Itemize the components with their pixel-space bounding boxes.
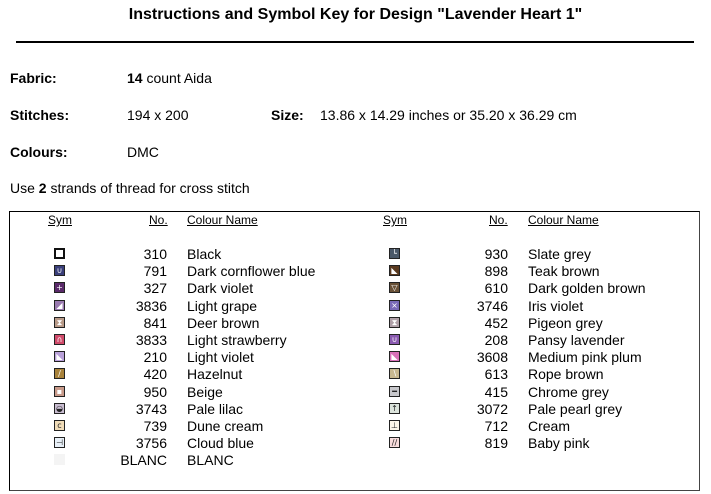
symbol-glyph: ⧗	[391, 317, 398, 327]
symbol-glyph: ◢	[56, 300, 63, 310]
key-row	[0, 315, 711, 332]
dmc-number: 950	[143, 383, 167, 400]
colour-name: Deer brown	[187, 314, 260, 331]
dmc-number: 3072	[476, 400, 508, 417]
colour-name: Pigeon grey	[528, 314, 603, 331]
colour-name: Pansy lavender	[528, 332, 625, 348]
v-down-icon	[389, 282, 400, 293]
colour-name: Beige	[187, 383, 223, 400]
colour-name: Hazelnut	[187, 366, 243, 383]
symbol-glyph: ⊣	[56, 438, 63, 448]
header-sym-left: Sym	[48, 213, 72, 227]
strands-count: 2	[38, 180, 47, 196]
dmc-number: 3756	[135, 435, 167, 452]
colour-name: Medium pink plum	[528, 349, 642, 366]
colour-name: Slate grey	[528, 246, 592, 262]
key-row	[0, 418, 711, 435]
colour-name: Black	[187, 246, 222, 262]
colour-name: Light violet	[187, 349, 254, 366]
dmc-number: 210	[143, 349, 167, 366]
dmc-number: 610	[484, 280, 508, 297]
t-up-icon	[389, 420, 400, 431]
colour-name: Dune cream	[187, 418, 264, 434]
symbol-glyph: c	[57, 421, 62, 430]
symbol-glyph: +	[56, 283, 63, 293]
key-row	[0, 246, 711, 263]
symbol-glyph: ∖	[391, 369, 398, 379]
dmc-number: BLANC	[120, 452, 167, 469]
key-row	[0, 280, 711, 297]
dmc-number: 712	[484, 418, 508, 434]
key-row	[0, 298, 711, 315]
dmc-number: 819	[484, 435, 508, 452]
key-row	[0, 401, 711, 418]
u-shape-icon	[389, 334, 400, 345]
dmc-number: 310	[143, 246, 167, 262]
symbol-glyph: └	[392, 249, 397, 258]
symbol-glyph: ◣	[56, 352, 63, 362]
stitches-label: Stitches:	[10, 107, 70, 123]
colours-value: DMC	[127, 144, 159, 160]
key-row	[0, 435, 711, 452]
hourglass-icon	[389, 317, 400, 328]
blank-icon	[54, 454, 65, 465]
symbol-glyph: ⊥	[391, 421, 398, 430]
colour-name: Baby pink	[528, 435, 590, 452]
symbol-glyph: ∪	[391, 335, 398, 344]
x-cross-icon	[389, 300, 400, 311]
dmc-number: 452	[484, 314, 508, 331]
colour-name: Light grape	[187, 297, 258, 314]
dmc-number: 420	[143, 366, 167, 383]
dmc-number: 327	[143, 280, 167, 297]
dmc-number: 791	[143, 263, 167, 280]
dmc-number: 739	[143, 418, 167, 434]
fabric-value	[127, 70, 212, 86]
fabric-label: Fabric:	[10, 70, 57, 86]
colour-name: Pale pearl grey	[528, 400, 623, 417]
colour-name: Chrome grey	[528, 383, 609, 400]
dmc-number: 613	[484, 366, 508, 383]
size-value: 13.86 x 14.29 inches or 35.20 x 36.29 cm	[320, 107, 577, 123]
symbol-glyph: ◒	[56, 403, 63, 413]
dmc-number: 3608	[476, 349, 508, 366]
dmc-number: 930	[484, 246, 508, 262]
diagonal-icon	[389, 351, 400, 362]
colour-name: BLANC	[187, 452, 234, 469]
colour-name: Dark cornflower blue	[187, 263, 316, 280]
colour-name: Light strawberry	[187, 332, 287, 348]
symbol-glyph: ◣	[391, 352, 398, 362]
strands-suffix: strands of thread for cross stitch	[50, 180, 250, 196]
fabric-count: 14	[127, 70, 143, 86]
symbol-glyph: ∪	[56, 266, 63, 276]
n-slash-icon	[389, 368, 400, 379]
l-corner-icon	[389, 248, 400, 259]
up-arrow-icon	[389, 403, 400, 414]
key-row	[0, 384, 711, 401]
key-row	[0, 263, 711, 280]
symbol-glyph: ⧗	[56, 317, 63, 327]
symbol-glyph: ∕	[58, 369, 61, 379]
bar-icon	[389, 386, 400, 397]
symbol-glyph: ∩	[56, 335, 63, 344]
colour-name: Rope brown	[528, 366, 604, 383]
key-row	[0, 349, 711, 366]
dmc-number: 3746	[476, 297, 508, 314]
header-no-right: No.	[489, 213, 508, 227]
symbol-glyph: ━	[392, 386, 397, 396]
page-title: Instructions and Symbol Key for Design "Lavender Heart 1"	[128, 6, 583, 23]
symbol-glyph: ◣	[391, 266, 398, 276]
symbol-glyph: ∕∕	[391, 438, 398, 448]
dmc-number: 898	[484, 263, 508, 280]
colour-name: Iris violet	[528, 297, 584, 314]
header-no-left: No.	[149, 213, 168, 227]
fabric-type: count Aida	[146, 70, 212, 86]
header-name-right: Colour Name	[528, 213, 599, 227]
strands-prefix: Use	[10, 180, 35, 196]
dmc-number: 3833	[135, 332, 167, 348]
key-row	[0, 452, 711, 469]
strands-instruction	[10, 180, 250, 196]
dmc-number: 208	[484, 332, 508, 348]
dmc-number: 415	[484, 383, 508, 400]
symbol-glyph: ×	[391, 300, 398, 310]
colour-name: Cloud blue	[187, 435, 254, 452]
symbol-glyph: ▽	[391, 283, 398, 293]
dmc-number: 3743	[135, 400, 167, 417]
colours-label: Colours:	[10, 144, 68, 160]
title-rule	[16, 41, 694, 43]
diagonal-icon	[389, 265, 400, 276]
symbol-glyph: ↑	[391, 403, 398, 413]
colour-name: Dark violet	[187, 280, 254, 297]
stitches-value: 194 x 200	[127, 107, 189, 123]
colour-name: Cream	[528, 418, 571, 434]
colour-name: Teak brown	[528, 263, 600, 280]
symbol-glyph: ▪	[56, 386, 63, 396]
size-label: Size:	[271, 107, 304, 123]
header-name-left: Colour Name	[187, 213, 258, 227]
dmc-number: 3836	[135, 297, 167, 314]
colour-name: Pale lilac	[187, 400, 244, 417]
hatch-icon	[389, 437, 400, 448]
header-sym-right: Sym	[383, 213, 407, 227]
key-row	[0, 366, 711, 383]
dmc-number: 841	[143, 314, 167, 331]
colour-name: Dark golden brown	[528, 280, 646, 297]
key-row	[0, 332, 711, 349]
